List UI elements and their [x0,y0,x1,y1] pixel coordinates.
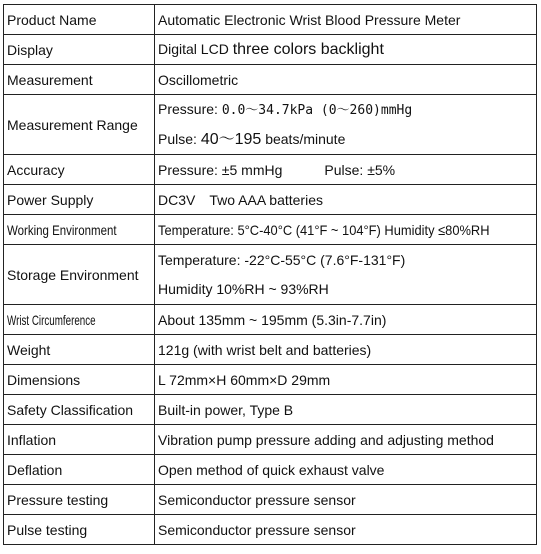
spec-value [155,185,537,215]
spec-value [155,245,537,305]
pressure-range-prefix: Pressure: [158,101,218,117]
spec-label: Measurement Range [4,95,155,155]
spec-label: Dimensions [4,365,155,395]
spec-value: 121g (with wrist belt and batteries) [155,335,537,365]
spec-row-measurement-range [4,95,537,155]
display-backlight: three colors backlight [232,40,384,58]
spec-row-deflation [4,455,537,485]
spec-value [155,95,537,155]
spec-row-power-supply [4,185,537,215]
display-type: Digital LCD [158,40,229,57]
spec-label: Measurement [4,65,155,95]
spec-row-measurement [4,65,537,95]
storage-humidity: Humidity 10%RH ~ 93%RH [158,280,329,297]
spec-value: Automatic Electronic Wrist Blood Pressure Meter [155,5,537,35]
spec-label [4,305,155,335]
spec-label: Pulse testing [4,515,155,545]
pressure-range-value: 0.0～34.7kPa (0～260)mmHg [221,103,413,118]
spec-value: Oscillometric [155,65,537,95]
pulse-range-line [158,125,536,154]
spec-row-working-environment [4,215,537,245]
spec-label: Accuracy [4,155,155,185]
accuracy-pressure: Pressure: ±5 mmHg [158,161,283,178]
spec-value [155,35,537,65]
spec-row-safety-classification [4,395,537,425]
spec-label: Product Name [4,5,155,35]
spec-value [155,155,537,185]
spec-label: Deflation [4,455,155,485]
spec-row-weight [4,335,537,365]
storage-temperature: Temperature: -22°C-55°C (7.6°F-131°F) [158,251,406,268]
spec-row-dimensions [4,365,537,395]
spec-row-storage-environment [4,245,537,305]
spec-value: About 135mm ~ 195mm (5.3in-7.7in) [155,305,537,335]
working-environment-value: Temperature: 5°C-40°C (41°F ~ 104°F) Humidity ≤80%RH [158,221,490,238]
spec-row-pulse-testing [4,515,537,545]
spec-label: Storage Environment [4,245,155,305]
spec-row-display [4,35,537,65]
spec-value: Semiconductor pressure sensor [155,485,537,515]
spec-label [4,215,155,245]
pulse-range-value: 40～195 [200,131,262,148]
spec-value [155,215,537,245]
pulse-range-prefix: Pulse: [158,131,197,147]
power-batteries: Two AAA batteries [209,191,323,208]
pulse-range-unit: beats/minute [265,131,346,147]
spec-row-product-name [4,5,537,35]
power-voltage: DC3V [158,191,196,208]
spec-row-accuracy [4,155,537,185]
spec-value: Semiconductor pressure sensor [155,515,537,545]
accuracy-pulse: Pulse: ±5% [324,161,396,178]
spec-label: Safety Classification [4,395,155,425]
spec-value: Vibration pump pressure adding and adjusting method [155,425,537,455]
spec-value: Built-in power, Type B [155,395,537,425]
spec-label: Weight [4,335,155,365]
spec-value: Open method of quick exhaust valve [155,455,537,485]
spec-label: Display [4,35,155,65]
spec-table [3,4,537,545]
spec-row-pressure-testing [4,485,537,515]
spec-label: Pressure testing [4,485,155,515]
spec-label: Inflation [4,425,155,455]
spec-row-wrist-circumference [4,305,537,335]
spec-label: Power Supply [4,185,155,215]
working-environment-label: Working Environment [7,221,117,238]
spec-value: L 72mm×H 60mm×D 29mm [155,365,537,395]
wrist-circumference-label: Wrist Circumference [7,311,96,328]
pressure-range-line [158,95,536,125]
spec-row-inflation [4,425,537,455]
